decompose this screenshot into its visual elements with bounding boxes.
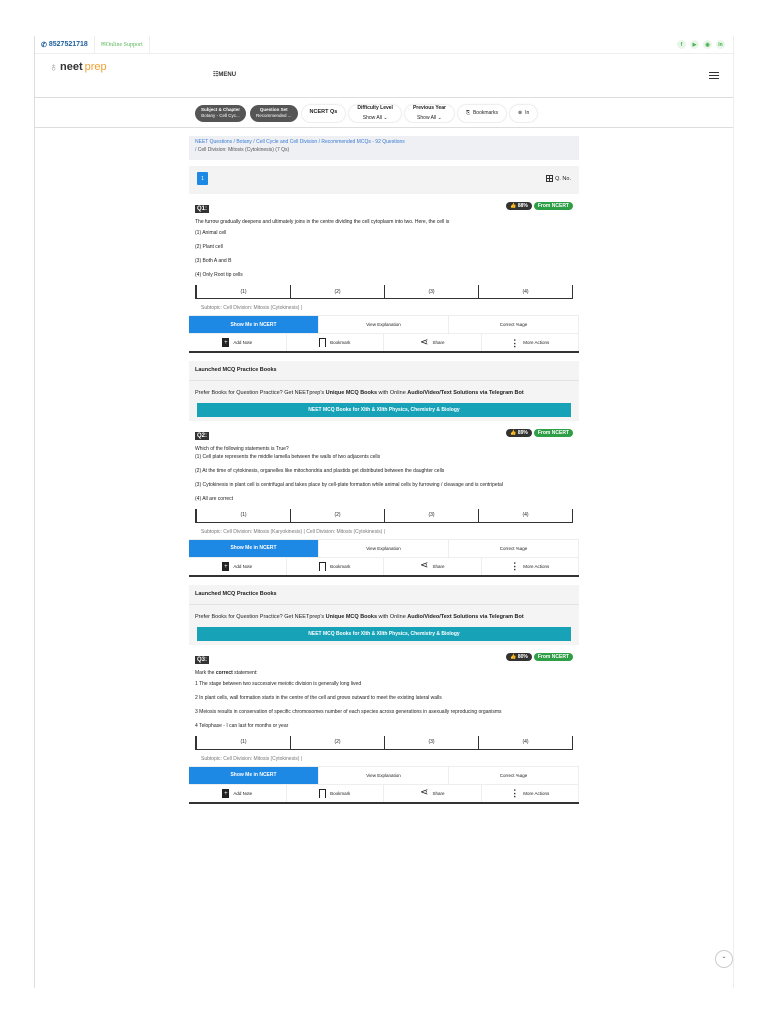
bookmark-icon: ⎘	[465, 109, 470, 116]
add-note-icon: +	[224, 340, 228, 346]
option: 3 Meiosis results in conservation of specific chromosomes number of each species across generations in asexually reproducing organisms	[195, 708, 502, 715]
add-note-button[interactable]: + Add Note	[189, 334, 287, 351]
site-header	[35, 54, 733, 98]
bookmark-button[interactable]: Bookmark	[287, 334, 385, 351]
breadcrumb-item[interactable]: NEET Questions	[195, 139, 233, 145]
more-vertical-icon: ⋮	[510, 337, 520, 348]
ncert-badge: From NCERT	[534, 429, 573, 437]
online-support-link[interactable]	[94, 36, 150, 54]
show-in-ncert-button[interactable]: Show Me in NCERT	[189, 316, 319, 333]
correct-percentage-button[interactable]: Correct %age	[449, 540, 579, 557]
bookmark-icon	[319, 789, 326, 798]
answer-choice-1[interactable]: (1)	[196, 285, 290, 298]
incorrect-filter-button[interactable]: ⊗ In	[510, 105, 537, 122]
question-set-filter[interactable]: Question Set Recommended ...	[250, 105, 298, 122]
bookmark-button[interactable]: Bookmark	[287, 558, 385, 575]
answer-choice-2[interactable]: (2)	[290, 736, 384, 749]
question-number-toggle[interactable]: Q. No.	[546, 175, 571, 182]
answer-choice-4[interactable]: (4)	[478, 285, 572, 298]
more-actions-button[interactable]: ⋮ More Actions	[482, 334, 580, 351]
phone-link[interactable]	[35, 41, 94, 49]
accuracy-badge: 👍 80%	[506, 653, 532, 661]
breadcrumb-item[interactable]: Cell Cycle and Cell Division	[256, 139, 318, 145]
option: (4) All are correct	[195, 495, 234, 502]
thumb-icon: 👍	[510, 429, 517, 436]
question-text: Which of the following statements is True?	[195, 445, 289, 452]
option: (2) At the time of cytokinesis, organelles like mitochondria and plastids get distributed between the daughter cells	[195, 467, 445, 474]
question-card	[189, 202, 579, 353]
question-text: The furrow gradually deepens and ultimately joins in the centre dividing the cell cytoplasm into two. Here, the cell is	[195, 219, 450, 225]
subject-chapter-filter[interactable]: Subject & Chapter Botany - Cell Cyc...	[195, 105, 246, 122]
more-vertical-icon: ⋮	[510, 788, 520, 799]
ncert-badge: From NCERT	[534, 653, 573, 661]
promo-title: Launched MCQ Practice Books	[189, 361, 579, 381]
main-content	[189, 136, 579, 804]
option: 2 In plant cells, wall formation starts in the centre of the cell and grows outward to meet the existing lateral walls	[195, 694, 442, 701]
answer-choice-4[interactable]: (4)	[478, 736, 572, 749]
chevron-up-icon: ⌃	[721, 956, 727, 963]
promo-box	[189, 585, 579, 645]
option: (1) Animal cell	[195, 230, 227, 236]
share-button[interactable]: ⋖ Share	[384, 785, 482, 802]
answer-choice-2[interactable]: (2)	[290, 285, 384, 298]
menu-button[interactable]: ☷MENU	[213, 72, 237, 78]
filter-bar	[35, 98, 733, 128]
thumb-icon: 👍	[510, 203, 517, 209]
menu-grid-icon: ☷	[213, 72, 219, 78]
add-note-button[interactable]: + Add Note	[189, 558, 287, 575]
support-label: Online Support	[105, 41, 143, 48]
difficulty-filter[interactable]: Difficulty Level Show All ⌄	[349, 105, 401, 122]
subtopic: Subtopic: Cell Division: Mitosis (Karyokinesis) | Cell Division: Mitosis (Cytokinesis) |	[201, 528, 386, 535]
answer-choice-3[interactable]: (3)	[384, 736, 478, 749]
previous-year-filter[interactable]: Previous Year Show All ⌄	[405, 105, 454, 122]
question-card	[189, 653, 579, 804]
subtopic: Subtopic: Cell Division: Mitosis (Cytokinesis) |	[201, 305, 303, 311]
hamburger-icon[interactable]	[709, 72, 719, 81]
answer-choice-3[interactable]: (3)	[384, 285, 478, 298]
more-actions-button[interactable]: ⋮ More Actions	[482, 785, 580, 802]
view-explanation-button[interactable]: View Explanation	[319, 540, 449, 557]
correct-percentage-button[interactable]: Correct %age	[449, 767, 579, 784]
breadcrumb-current: Cell Division: Mitosis (Cytokinesis) (7 Qs)	[197, 146, 290, 153]
instagram-icon[interactable]: ◉	[703, 40, 712, 49]
share-button[interactable]: ⋖ Share	[384, 558, 482, 575]
youtube-icon[interactable]: ▶	[690, 40, 699, 49]
ncert-qs-button[interactable]: NCERT Qs	[302, 105, 346, 122]
option: (3) Cytokinesis in plant cell is centrifugal and takes place by cell-plate formation while animal cells by furrowing / cleavage and is centripetal	[195, 481, 503, 488]
option: (3) Both A and B	[195, 258, 232, 264]
ncert-badge: From NCERT	[534, 202, 573, 210]
option: 4 Telophase - I can last for months or year	[195, 722, 289, 729]
mcq-books-button[interactable]: NEET MCQ Books for XIth & XIIth Physics, Chemistry & Biology	[197, 403, 571, 417]
add-note-icon: +	[224, 563, 228, 570]
subtopic: Subtopic: Cell Division: Mitosis (Cytokinesis) |	[201, 755, 303, 762]
bookmarks-button[interactable]: ⎘ Bookmarks	[458, 105, 506, 122]
linkedin-icon[interactable]: in	[716, 40, 725, 49]
view-explanation-button[interactable]: View Explanation	[319, 316, 449, 333]
answer-choice-3[interactable]: (3)	[384, 509, 478, 522]
grid-icon	[546, 175, 553, 182]
question-text: Mark the correct statement:	[195, 669, 258, 676]
show-in-ncert-button[interactable]: Show Me in NCERT	[189, 540, 319, 557]
logo-mark-icon: ♁	[49, 60, 58, 74]
mail-icon: ✉	[100, 42, 106, 48]
option: 1 The stage between two successive meiotic division is generally long lived	[195, 680, 362, 687]
neetprep-logo[interactable]: ♁ neet prep	[49, 60, 107, 74]
chevron-down-icon: ⌄	[383, 114, 388, 121]
add-note-icon: +	[224, 790, 228, 797]
option: (4) Only Root tip cells	[195, 272, 243, 278]
answer-choice-2[interactable]: (2)	[290, 509, 384, 522]
phone-icon: ✆	[41, 41, 47, 49]
breadcrumb-item[interactable]: Recommended MCQs - 92 Questions	[321, 139, 405, 145]
close-circle-icon: ⊗	[517, 109, 523, 116]
share-icon: ⋖	[420, 560, 429, 572]
answer-choices	[195, 736, 573, 750]
scroll-to-top-button[interactable]	[715, 950, 733, 968]
more-actions-button[interactable]: ⋮ More Actions	[482, 558, 580, 575]
view-explanation-button[interactable]: View Explanation	[319, 767, 449, 784]
accuracy-badge: 👍 89%	[506, 429, 532, 437]
answer-choice-4[interactable]: (4)	[478, 509, 572, 522]
thumb-icon: 👍	[510, 653, 517, 660]
more-vertical-icon: ⋮	[510, 561, 520, 572]
accuracy-badge: 👍 88%	[506, 202, 532, 210]
option: (1) Cell plate represents the middle lamella between the walls of two adjacents cells	[195, 453, 381, 460]
question-label: Q1:	[197, 206, 208, 212]
answer-choices	[195, 509, 573, 523]
mcq-books-button[interactable]: NEET MCQ Books for XIth & XIIth Physics, Chemistry & Biology	[197, 627, 571, 641]
breadcrumb-item[interactable]: Botany	[236, 139, 252, 145]
question-label: Q3:	[197, 656, 208, 663]
promo-text: Prefer Books for Question Practice? Get NEETprep's Unique MCQ Books with Online Audio/Video/Text Solutions via Telegram Bot	[195, 390, 524, 396]
phone-number: 8527521718	[48, 41, 88, 48]
answer-choice-1[interactable]: (1)	[196, 509, 290, 522]
promo-box	[189, 361, 579, 421]
share-button[interactable]: ⋖ Share	[384, 334, 482, 351]
add-note-button[interactable]: + Add Note	[189, 785, 287, 802]
answer-choices	[195, 285, 573, 299]
page-container	[34, 36, 734, 988]
option: (2) Plant cell	[195, 244, 223, 250]
share-icon: ⋖	[420, 336, 429, 348]
chevron-down-icon: ⌄	[437, 114, 442, 121]
show-in-ncert-button[interactable]: Show Me in NCERT	[189, 767, 319, 784]
promo-text: Prefer Books for Question Practice? Get NEETprep's Unique MCQ Books with Online Audio/Video/Text Solutions via Telegram Bot	[195, 613, 524, 620]
pagination-bar	[189, 166, 579, 194]
question-label: Q2:	[197, 432, 208, 439]
answer-choice-1[interactable]: (1)	[196, 736, 290, 749]
correct-percentage-button[interactable]: Correct %age	[449, 316, 579, 333]
bookmark-icon	[319, 562, 326, 571]
question-card	[189, 429, 579, 577]
promo-title: Launched MCQ Practice Books	[189, 585, 579, 605]
bookmark-button[interactable]: Bookmark	[287, 785, 385, 802]
facebook-icon[interactable]: f	[677, 40, 686, 49]
breadcrumb: NEET Questions / Botany / Cell Cycle and Cell Division / Recommended MCQs - 92 Questions / Cell Division: Mitosis (Cytokinesis) (7 Qs)	[189, 136, 579, 160]
share-icon: ⋖	[420, 787, 429, 799]
page-number-button[interactable]: 1	[197, 172, 208, 185]
top-bar	[35, 36, 733, 54]
social-links	[677, 40, 733, 49]
bookmark-icon	[319, 338, 326, 347]
